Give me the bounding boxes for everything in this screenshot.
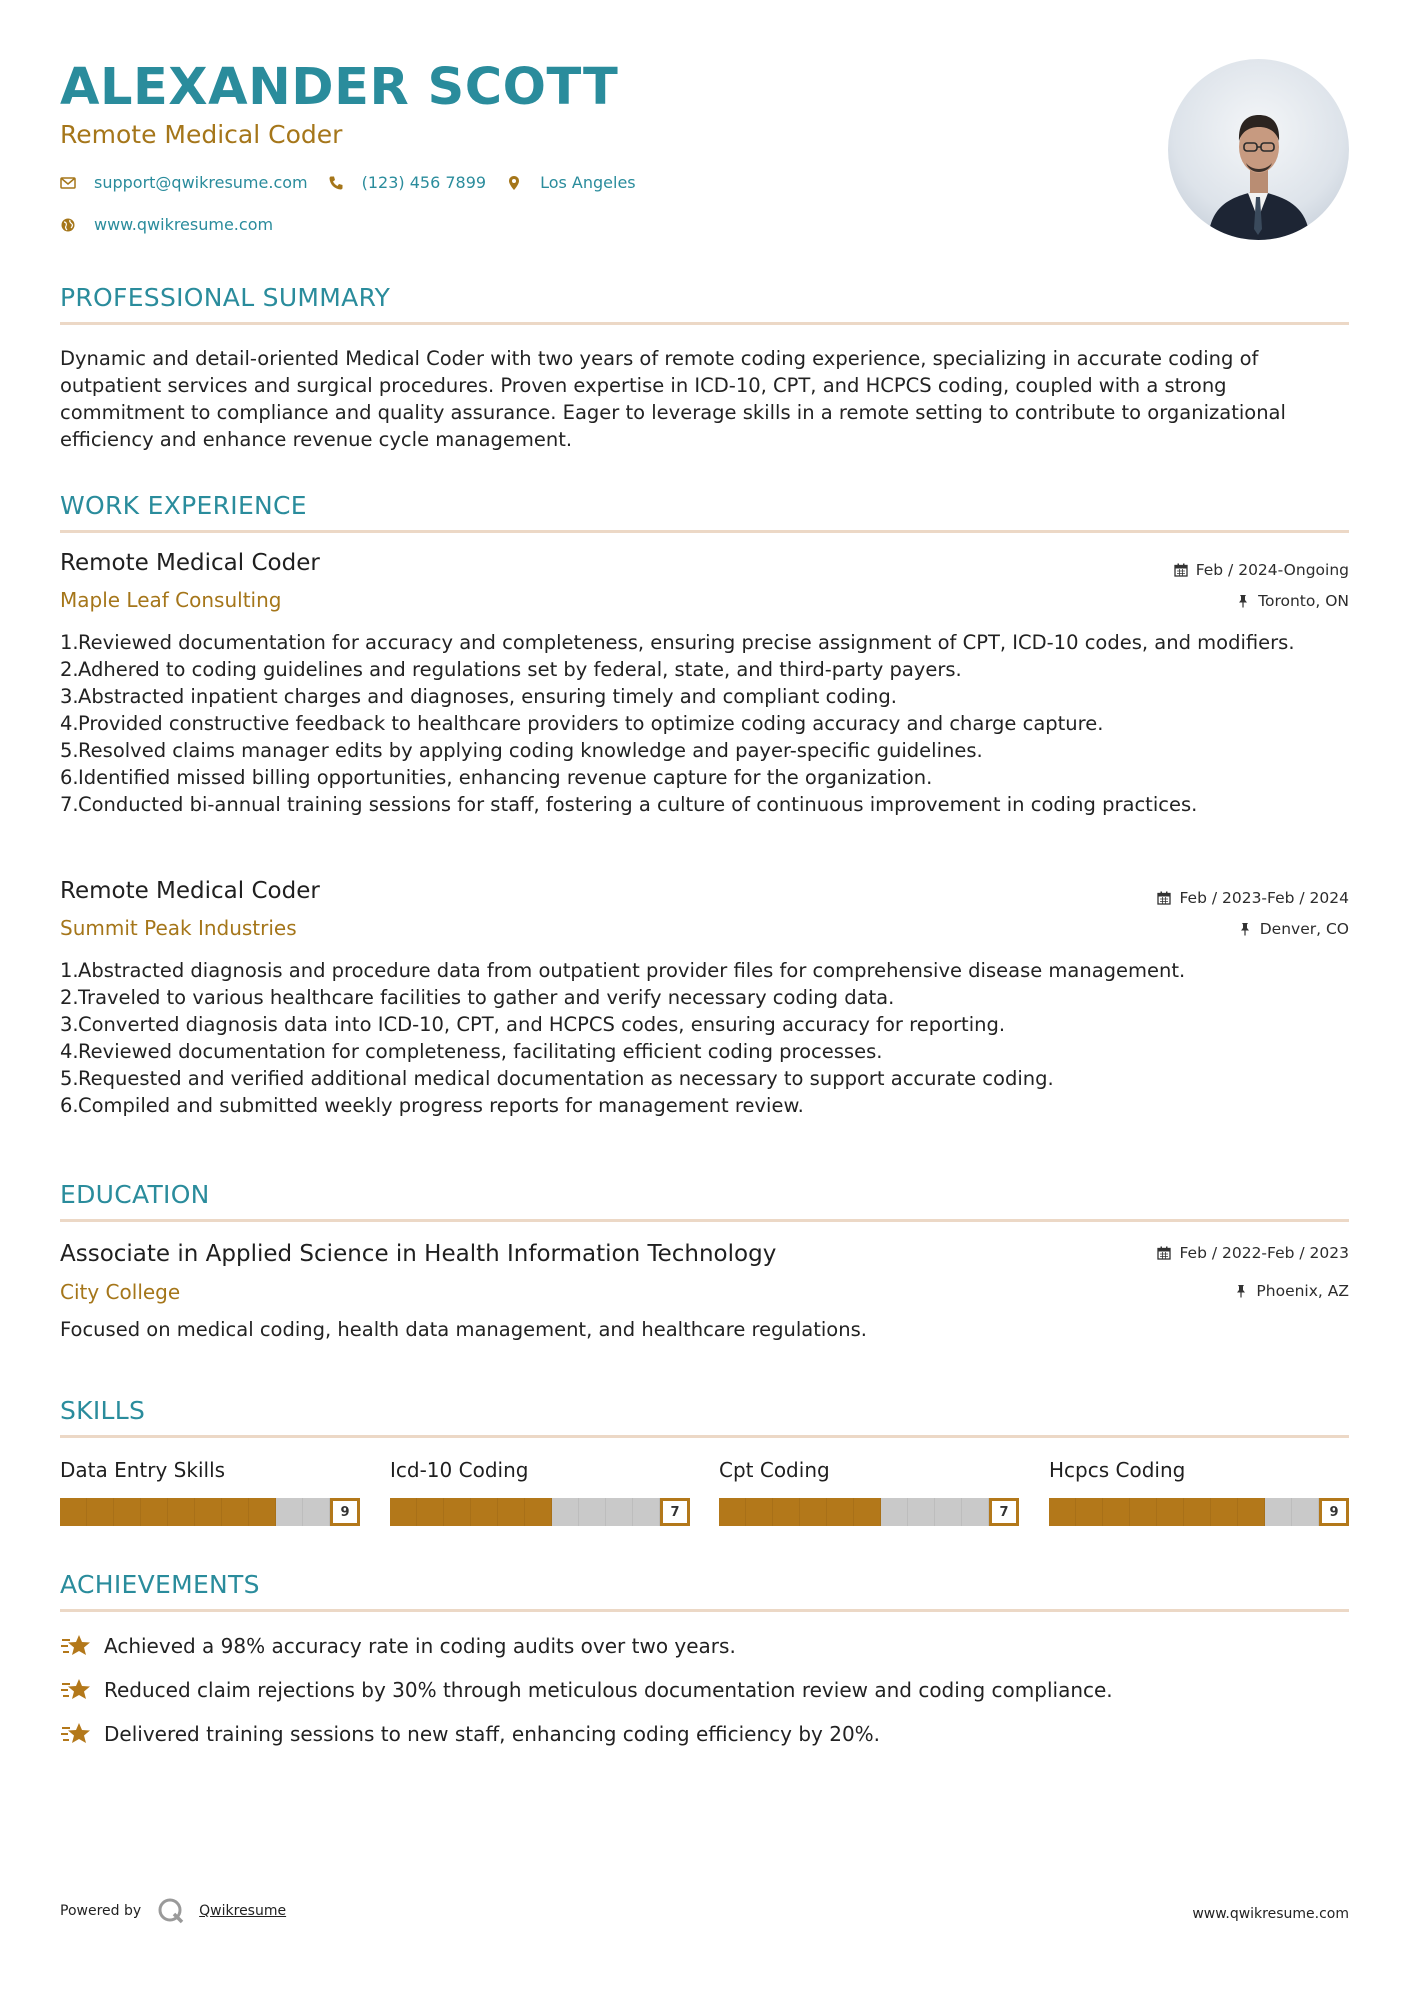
achievement-text: Achieved a 98% accuracy rate in coding audits over two years. [104, 1634, 736, 1658]
envelope-icon [60, 175, 76, 191]
skill-segment [773, 1498, 800, 1526]
job-location-text: Toronto, ON [1258, 592, 1349, 610]
skill-segment [854, 1498, 881, 1526]
qwikresume-logo-icon [157, 1897, 185, 1925]
education-dates-text: Feb / 2022-Feb / 2023 [1179, 1244, 1349, 1262]
skill-segment [498, 1498, 525, 1526]
job-location [1236, 592, 1349, 610]
skill-segments [719, 1498, 1019, 1526]
job-title: Remote Medical Coder [60, 550, 320, 576]
section-divider [60, 1219, 1349, 1222]
skill-meter [60, 1498, 360, 1526]
section-divider [60, 1609, 1349, 1612]
phone-icon [328, 175, 344, 191]
section-divider [60, 322, 1349, 325]
skill-segment [303, 1498, 330, 1526]
list-item: 2. Traveled to various healthcare facilities to gather and verify necessary coding data. [60, 986, 895, 1009]
footer-brand-link[interactable]: Qwikresume [199, 1903, 287, 1919]
skill-segment [1238, 1498, 1265, 1526]
skill-name: Hcpcs Coding [1049, 1458, 1186, 1482]
skill-segment [962, 1498, 989, 1526]
skill-level: 9 [1319, 1498, 1349, 1526]
skill-segment [1184, 1498, 1211, 1526]
skill-segment [249, 1498, 276, 1526]
skill-segment [719, 1498, 746, 1526]
skill-segment [87, 1498, 114, 1526]
list-item: 2. Adhered to coding guidelines and regulations set by federal, state, and third-party payers. [60, 658, 962, 681]
list-item: 6. Identified missed billing opportunities, enhancing revenue capture for the organization. [60, 766, 933, 789]
job-title: Remote Medical Coder [60, 878, 320, 904]
list-item: 1. Abstracted diagnosis and procedure data from outpatient provider files for comprehensive disease management. [60, 959, 1186, 982]
skill-item [719, 1458, 1019, 1526]
list-item: 6. Compiled and submitted weekly progress reports for management review. [60, 1094, 804, 1117]
job-company: Summit Peak Industries [60, 916, 297, 940]
contact-row [60, 173, 656, 192]
skill-segment [114, 1498, 141, 1526]
education-location [1234, 1282, 1349, 1300]
skill-meter [719, 1498, 1019, 1526]
skill-meter [1049, 1498, 1349, 1526]
section-divider [60, 530, 1349, 533]
skill-segment [222, 1498, 249, 1526]
pushpin-icon [1234, 1284, 1248, 1298]
list-item: 5. Requested and verified additional medical documentation as necessary to support accurate coding. [60, 1067, 1054, 1090]
list-item: 5. Resolved claims manager edits by applying coding knowledge and payer-specific guidelines. [60, 739, 983, 762]
skill-segment [579, 1498, 606, 1526]
skill-segment [60, 1498, 87, 1526]
location-text: Los Angeles [540, 173, 636, 192]
list-item: 1. Reviewed documentation for accuracy and completeness, ensuring precise assignment of CPT, ICD-10 codes, and modifiers. [60, 631, 1295, 654]
skill-segment [276, 1498, 303, 1526]
list-item: 4. Reviewed documentation for completeness, facilitating efficient coding processes. [60, 1040, 883, 1063]
skill-segments [390, 1498, 690, 1526]
section-divider [60, 1435, 1349, 1438]
skill-segment [390, 1498, 417, 1526]
phone-text: (123) 456 7899 [361, 173, 487, 192]
pushpin-icon [1236, 594, 1250, 608]
skill-segment [525, 1498, 552, 1526]
candidate-name: ALEXANDER SCOTT [60, 58, 619, 117]
job-dates-text: Feb / 2024-Ongoing [1195, 561, 1349, 579]
contact-website[interactable] [60, 215, 273, 234]
skill-segment [168, 1498, 195, 1526]
skill-segment [827, 1498, 854, 1526]
achievement-item [60, 1632, 736, 1660]
summary-text: Dynamic and detail-oriented Medical Coder with two years of remote coding experience, specializing in accurate coding of outpatient services and surgical procedures. Proven expertise in ICD-10, CPT, and HCPCS coding, coupled with a strong commitment to compliance and quality assurance. Eager to leverage skills in a remote setting to contribute to organizational efficiency and enhance revenue cycle management. [60, 347, 1286, 451]
job-location-text: Denver, CO [1259, 920, 1349, 938]
education-location-text: Phoenix, AZ [1256, 1282, 1349, 1300]
candidate-title: Remote Medical Coder [60, 120, 343, 149]
section-title-skills: SKILLS [60, 1396, 146, 1425]
skill-segments [60, 1498, 360, 1526]
calendar-icon [1157, 1246, 1171, 1260]
powered-by-label: Powered by [60, 1903, 142, 1919]
calendar-icon [1157, 891, 1171, 905]
achievement-text: Reduced claim rejections by 30% through meticulous documentation review and coding compliance. [104, 1678, 1113, 1702]
list-item: 3. Converted diagnosis data into ICD-10, CPT, and HCPCS codes, ensuring accuracy for reporting. [60, 1013, 1006, 1036]
skill-item [1049, 1458, 1349, 1526]
section-title-summary: PROFESSIONAL SUMMARY [60, 283, 391, 312]
skill-name: Icd-10 Coding [390, 1458, 529, 1482]
skill-segment [935, 1498, 962, 1526]
website-text: www.qwikresume.com [94, 215, 274, 234]
achievement-text: Delivered training sessions to new staff, enhancing coding efficiency by 20%. [104, 1722, 881, 1746]
skill-segment [552, 1498, 579, 1526]
skill-level: 9 [330, 1498, 360, 1526]
skill-item [390, 1458, 690, 1526]
section-title-education: EDUCATION [60, 1180, 210, 1209]
section-title-achievements: ACHIEVEMENTS [60, 1570, 260, 1599]
list-item: 4. Provided constructive feedback to healthcare providers to optimize coding accuracy and charge capture. [60, 712, 1104, 735]
contact-row-2 [60, 215, 293, 234]
skill-name: Cpt Coding [719, 1458, 830, 1482]
skill-segment [471, 1498, 498, 1526]
skill-segment [1103, 1498, 1130, 1526]
job-dates-text: Feb / 2023-Feb / 2024 [1179, 889, 1349, 907]
skill-segment [1076, 1498, 1103, 1526]
skill-segment [1265, 1498, 1292, 1526]
job-company: Maple Leaf Consulting [60, 588, 282, 612]
map-pin-icon [506, 175, 522, 191]
skill-name: Data Entry Skills [60, 1458, 226, 1482]
education-degree: Associate in Applied Science in Health Information Technology [60, 1241, 777, 1267]
skill-item [60, 1458, 360, 1526]
education-description: Focused on medical coding, health data management, and healthcare regulations. [60, 1318, 867, 1341]
star-trophy-icon [60, 1632, 92, 1660]
skill-meter [390, 1498, 690, 1526]
job-dates [1174, 561, 1349, 579]
star-trophy-icon [60, 1676, 92, 1704]
calendar-icon [1174, 563, 1188, 577]
skill-segment [908, 1498, 935, 1526]
skill-segment [444, 1498, 471, 1526]
job-bullets [60, 629, 1350, 818]
skill-segment [417, 1498, 444, 1526]
job-bullets [60, 957, 1350, 1119]
contact-phone[interactable] [328, 173, 486, 192]
achievement-item [60, 1676, 1113, 1704]
skill-segment [881, 1498, 908, 1526]
skill-segments [1049, 1498, 1349, 1526]
contact-location [506, 173, 636, 192]
profile-photo [1168, 59, 1349, 240]
list-item: 7. Conducted bi-annual training sessions for staff, fostering a culture of continuous improvement in coding practices. [60, 793, 1198, 816]
globe-icon [60, 217, 76, 233]
skill-segment [195, 1498, 222, 1526]
skill-segment [606, 1498, 633, 1526]
skill-segment [141, 1498, 168, 1526]
list-item: 3. Abstracted inpatient charges and diagnoses, ensuring timely and compliant coding. [60, 685, 897, 708]
skill-segment [1157, 1498, 1184, 1526]
education-dates [1157, 1244, 1349, 1262]
section-title-experience: WORK EXPERIENCE [60, 491, 307, 520]
skill-level: 7 [660, 1498, 690, 1526]
job-location [1238, 920, 1349, 938]
education-school: City College [60, 1280, 181, 1304]
achievement-item [60, 1720, 880, 1748]
footer-powered-by [60, 1897, 286, 1925]
star-trophy-icon [60, 1720, 92, 1748]
skill-segment [1049, 1498, 1076, 1526]
skill-segment [1292, 1498, 1319, 1526]
contact-email[interactable] [60, 173, 308, 192]
skill-level: 7 [989, 1498, 1019, 1526]
email-text: support@qwikresume.com [94, 173, 308, 192]
skill-segment [746, 1498, 773, 1526]
skill-segment [1211, 1498, 1238, 1526]
job-dates [1157, 889, 1349, 907]
skill-segment [633, 1498, 660, 1526]
skill-segment [800, 1498, 827, 1526]
pushpin-icon [1238, 922, 1252, 936]
footer-website[interactable]: www.qwikresume.com [1192, 1906, 1349, 1922]
skill-segment [1130, 1498, 1157, 1526]
